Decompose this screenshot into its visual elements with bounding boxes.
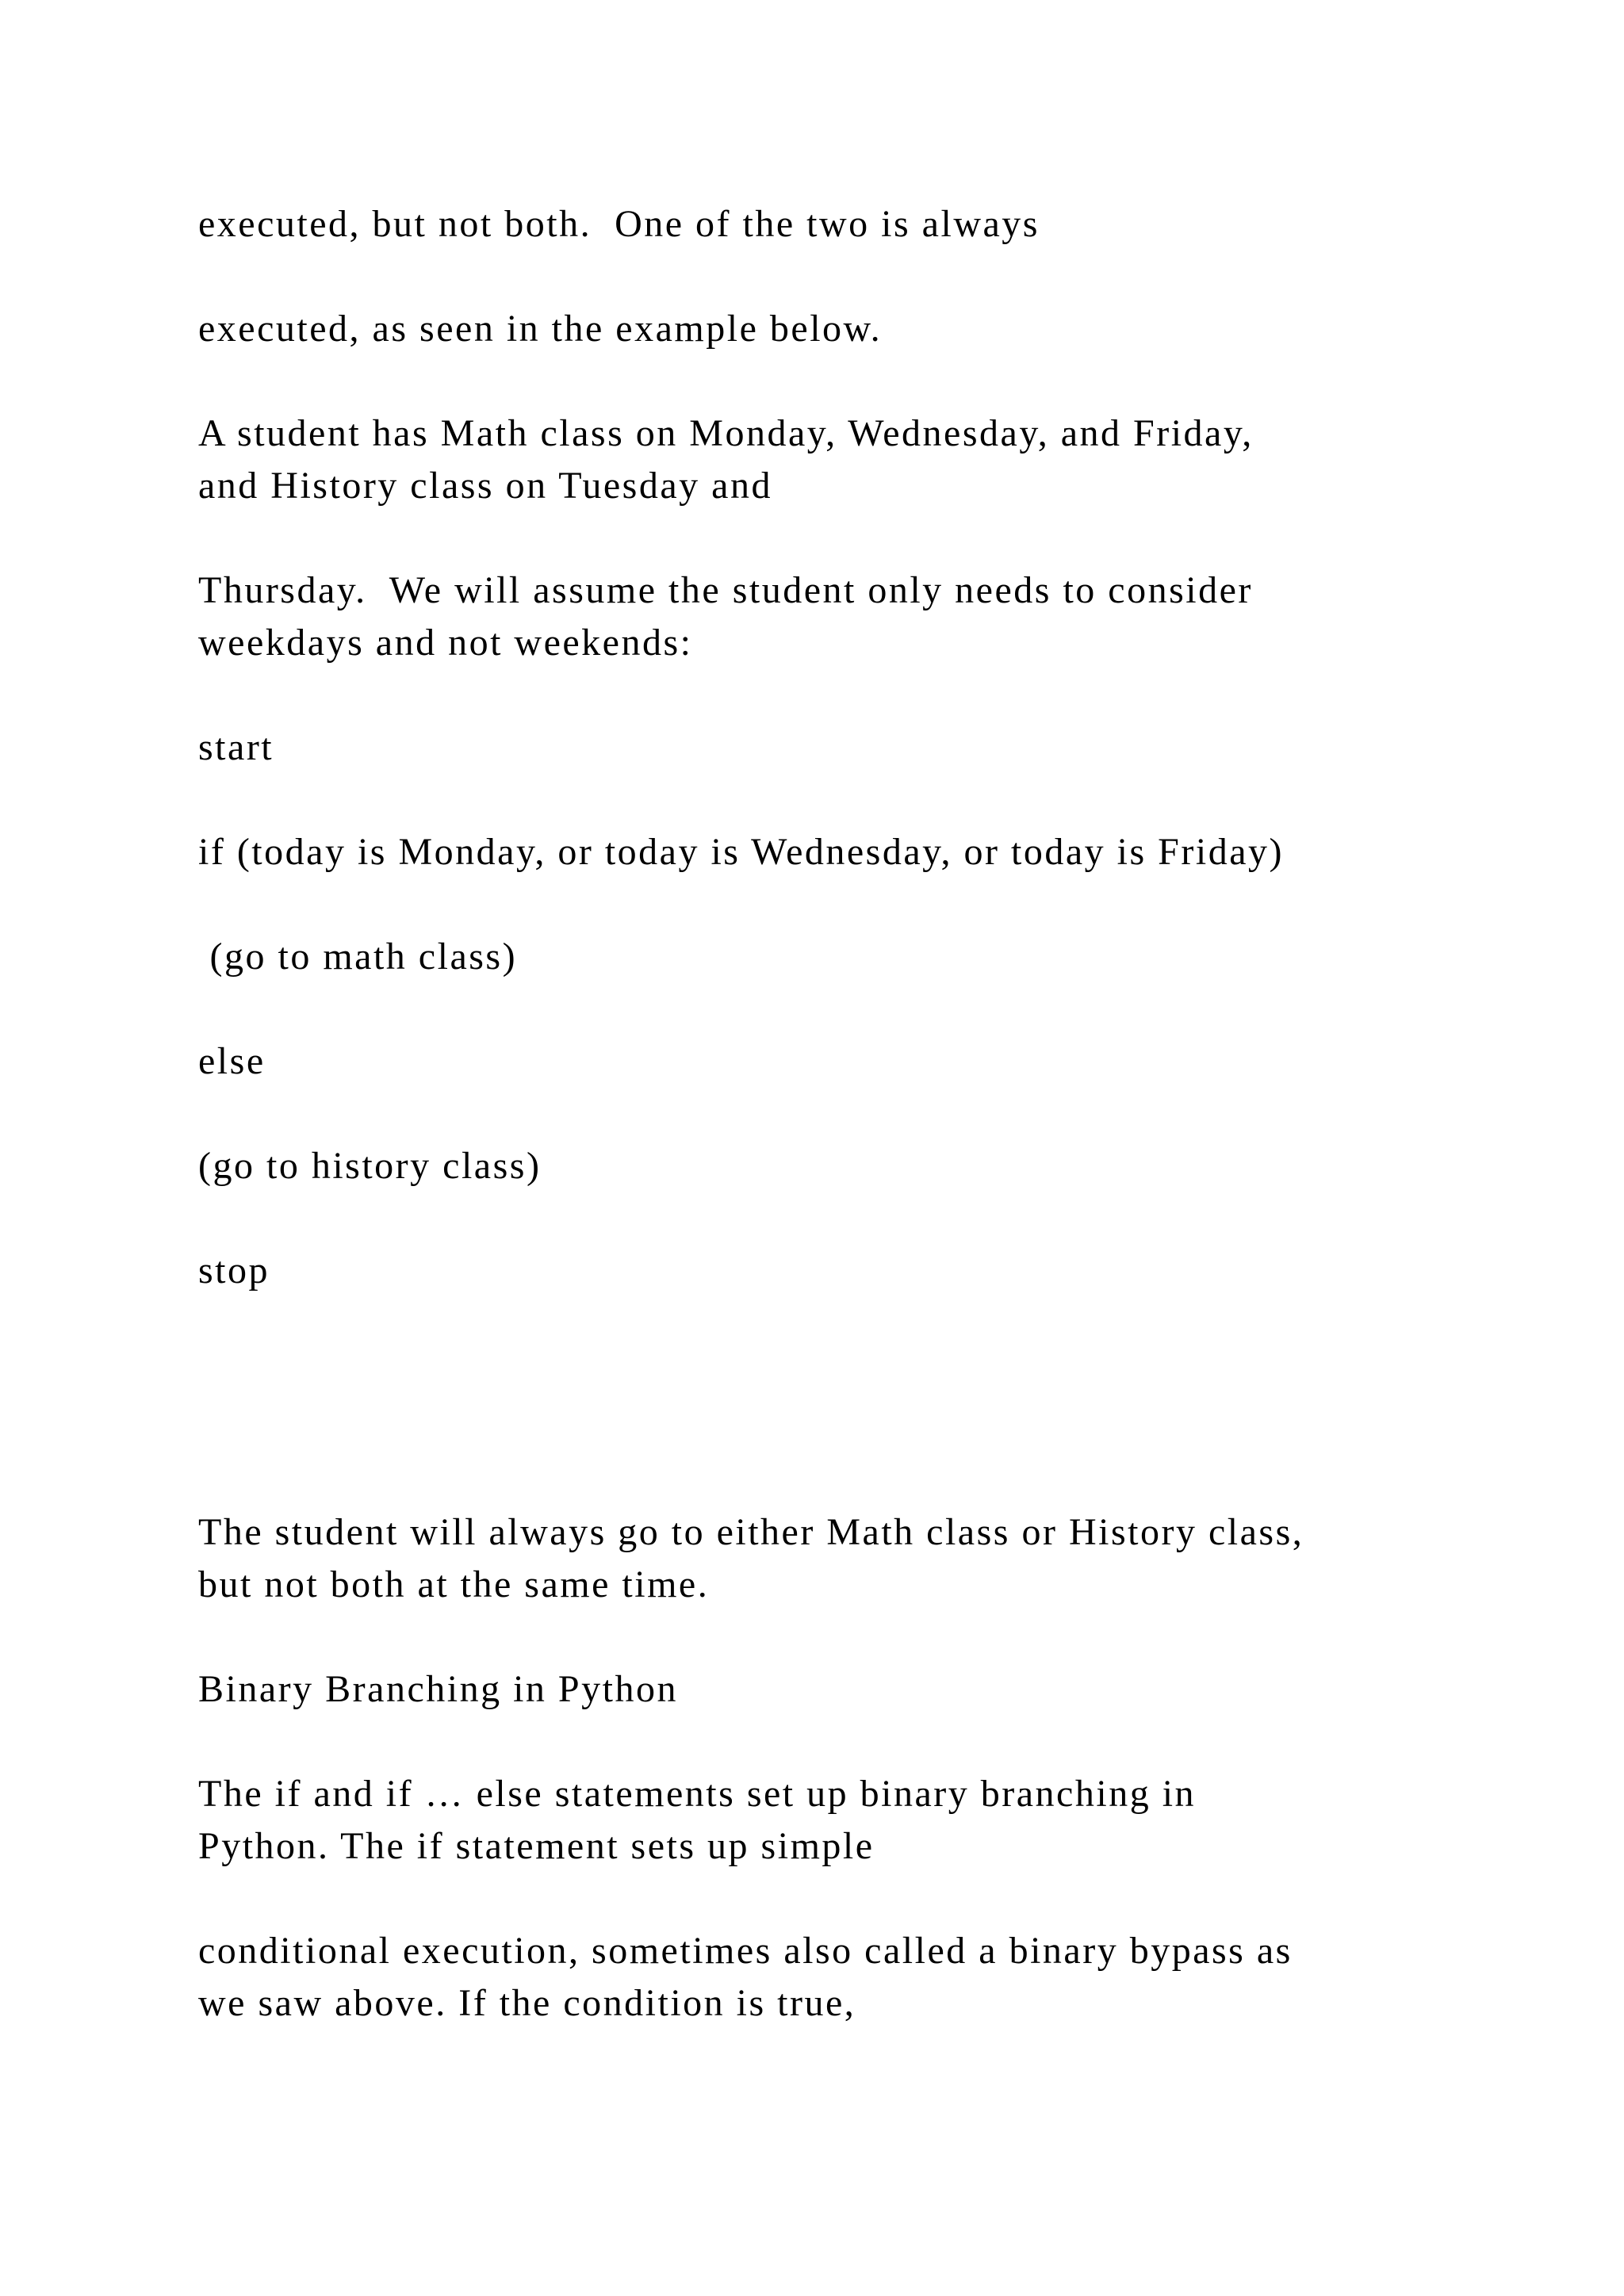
text-line: (go to math class) (198, 936, 518, 978)
text-line: Binary Branching in Python (198, 1668, 678, 1710)
paragraph-student-schedule (198, 408, 1507, 512)
paragraph-executed-example (198, 303, 1507, 355)
text-line: stop (198, 1249, 270, 1292)
text-line: A student has Math class on Monday, Wednesday, and Friday, (198, 412, 1254, 454)
paragraph-if-else-statements (198, 1768, 1507, 1873)
text-line: (go to history class) (198, 1145, 542, 1187)
text-line: executed, but not both. One of the two is always (198, 203, 1040, 245)
pseudocode-start (198, 721, 1507, 774)
text-line: weekdays and not weekends: (198, 622, 693, 664)
text-line: The if and if … else statements set up binary branching in (198, 1773, 1197, 1815)
text-line: conditional execution, sometimes also called a binary bypass as (198, 1930, 1293, 1972)
pseudocode-if-condition (198, 826, 1507, 878)
text-line: if (today is Monday, or today is Wednesday, or today is Friday) (198, 831, 1284, 873)
text-line: we saw above. If the condition is true, (198, 1982, 856, 2024)
paragraph-executed-not-both (198, 198, 1507, 251)
section-heading-binary-branching (198, 1663, 1507, 1716)
pseudocode-math-class (198, 931, 1507, 983)
text-line: executed, as seen in the example below. (198, 308, 883, 350)
text-line: and History class on Tuesday and (198, 465, 772, 507)
pseudocode-else (198, 1035, 1507, 1088)
pseudocode-history-class (198, 1140, 1507, 1192)
text-line: The student will always go to either Math class or History class, (198, 1511, 1304, 1553)
text-line: Thursday. We will assume the student only needs to consider (198, 569, 1253, 611)
paragraph-weekdays-assumption (198, 564, 1507, 669)
pseudocode-stop (198, 1245, 1507, 1297)
paragraph-conditional-execution (198, 1925, 1507, 2030)
text-line: Python. The if statement sets up simple (198, 1825, 875, 1867)
text-line: else (198, 1040, 266, 1082)
text-line: start (198, 726, 274, 768)
text-line: but not both at the same time. (198, 1563, 710, 1605)
paragraph-either-class (198, 1506, 1507, 1611)
